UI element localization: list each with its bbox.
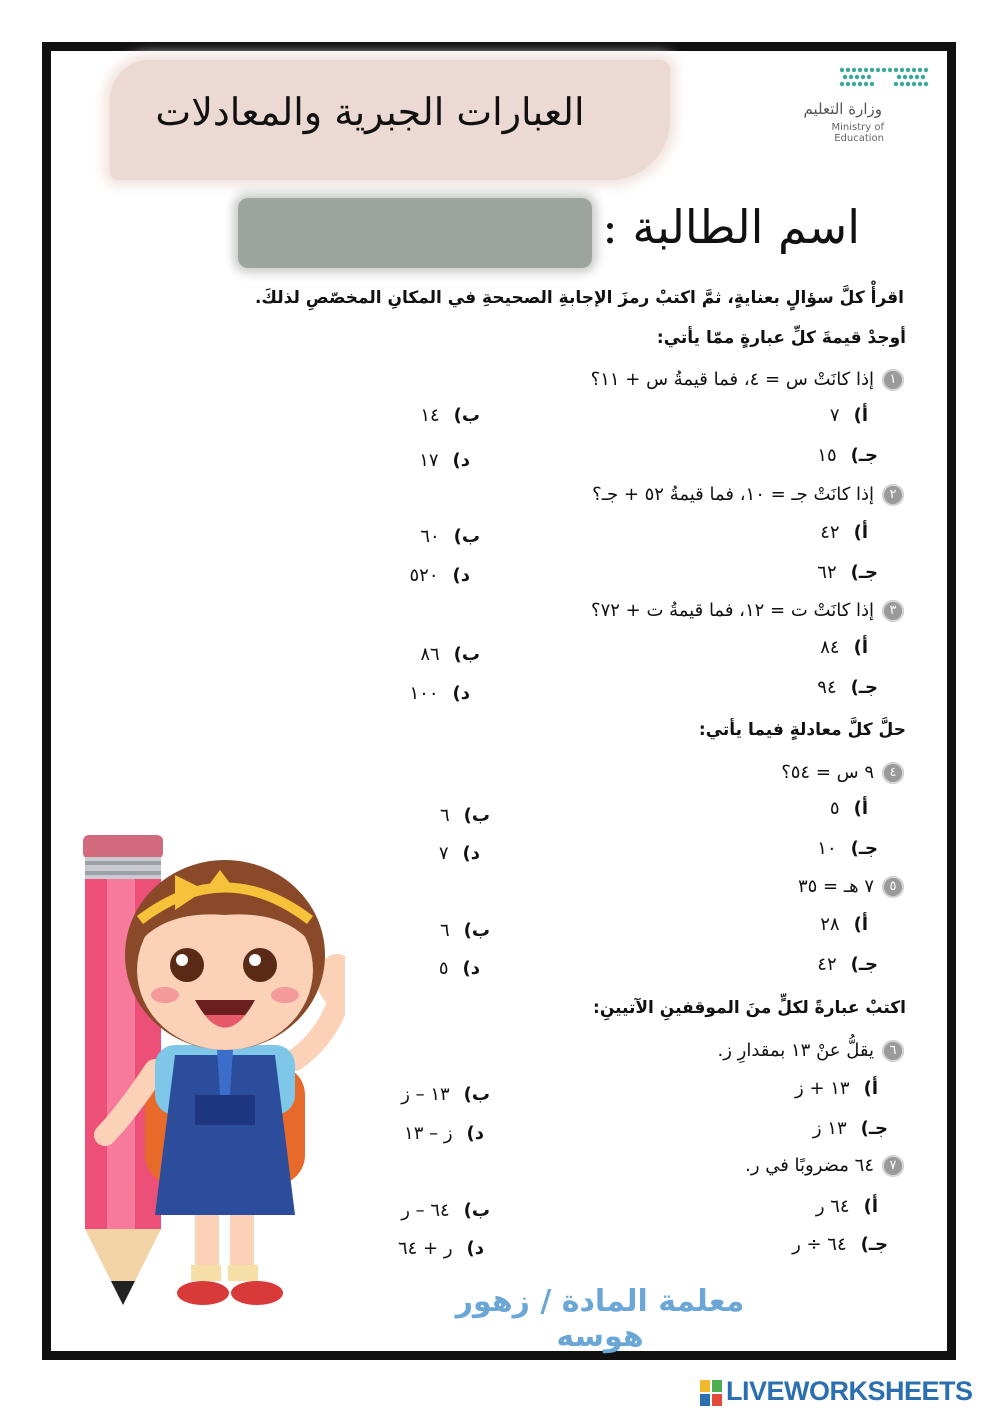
girl-with-pencil-illustration	[45, 815, 345, 1320]
option-d[interactable]: د)ز – ١٣	[404, 1123, 484, 1144]
option-a[interactable]: أ)١٣ + ز	[795, 1078, 878, 1099]
question-2	[444, 484, 904, 506]
question-6	[444, 1040, 904, 1062]
student-name-label: اسم الطالبة :	[602, 200, 860, 254]
question-text: ٧ هـ = ٣٥	[797, 876, 874, 897]
option-b[interactable]: ب)١٣ – ز	[401, 1084, 490, 1105]
question-number-badge: ٣	[882, 600, 904, 622]
option-a[interactable]: أ)٢٨	[820, 914, 868, 935]
option-d[interactable]: د)٥٢٠	[409, 565, 470, 586]
option-a[interactable]: أ)٦٤ ر	[815, 1196, 878, 1217]
worksheet-title: العبارات الجبرية والمعادلات	[155, 90, 585, 134]
option-c[interactable]: جـ)٤٢	[817, 954, 878, 975]
question-4	[444, 762, 904, 784]
option-d[interactable]: د)٥	[438, 958, 480, 979]
question-5	[444, 876, 904, 898]
question-number-badge: ٤	[882, 762, 904, 784]
option-c[interactable]: جـ)١٣ ز	[812, 1118, 888, 1139]
option-a[interactable]: أ)٥	[829, 798, 868, 819]
option-c[interactable]: جـ)٦٤ ÷ ر	[792, 1234, 888, 1255]
option-a[interactable]: أ)٧	[829, 405, 868, 426]
question-7	[444, 1155, 904, 1177]
teacher-signature: معلمة المادة / زهور هوسه	[455, 1284, 745, 1354]
option-d[interactable]: د)ر + ٦٤	[397, 1238, 484, 1259]
option-d[interactable]: د)١٠٠	[409, 683, 470, 704]
question-text: ٩ س = ٥٤؟	[781, 762, 874, 783]
student-name-field[interactable]	[238, 198, 592, 268]
option-d[interactable]: د)٧	[438, 843, 480, 864]
question-number-badge: ٧	[882, 1155, 904, 1177]
option-c[interactable]: جـ)١٥	[817, 445, 878, 466]
option-b[interactable]: ب)١٤	[420, 405, 480, 426]
liveworksheets-logo-icon	[700, 1380, 722, 1406]
question-number-badge: ٢	[882, 484, 904, 506]
option-a[interactable]: أ)٤٢	[820, 522, 868, 543]
ministry-name-arabic: وزارة التعليم	[803, 100, 882, 118]
instructions: اقرأْ كلَّ سؤالٍ بعنايةٍ، ثمَّ اكتبْ رمزَ الإجابةِ الصحيحةِ في المكانِ المخصّصِ لذلكَ.	[254, 288, 904, 308]
question-number-badge: ٦	[882, 1040, 904, 1062]
question-text: إذا كانَتْ جـ = ١٠، فما قيمةُ ٥٢ + جـ؟	[592, 484, 874, 505]
question-1	[444, 369, 904, 391]
option-c[interactable]: جـ)١٠	[817, 838, 878, 859]
question-3	[444, 600, 904, 622]
option-c[interactable]: جـ)٩٤	[817, 677, 878, 698]
question-text: ٦٤ مضروبًا في ر.	[745, 1155, 874, 1176]
question-text: يقلُّ عنْ ١٣ بمقدارِ ز.	[717, 1040, 874, 1061]
section-heading-write: اكتبْ عبارةً لكلٍّ منَ الموقفينِ الآتيينِ:	[593, 998, 906, 1018]
option-b[interactable]: ب)٦٠	[420, 526, 480, 547]
option-b[interactable]: ب)٨٦	[420, 644, 480, 665]
section-heading-evaluate: أوجدْ قيمةَ كلِّ عبارةٍ ممّا يأتي:	[656, 328, 906, 348]
ministry-logo-icon	[838, 66, 930, 90]
question-text: إذا كانَتْ ت = ١٢، فما قيمةُ ت + ٧٢؟	[591, 600, 874, 621]
option-c[interactable]: جـ)٦٢	[817, 562, 878, 583]
option-b[interactable]: ب)٦٤ – ر	[401, 1200, 490, 1221]
option-b[interactable]: ب)٦	[440, 805, 490, 826]
question-number-badge: ١	[882, 369, 904, 391]
option-b[interactable]: ب)٦	[440, 920, 490, 941]
option-d[interactable]: د)١٧	[419, 450, 470, 471]
section-heading-solve: حلَّ كلَّ معادلةٍ فيما يأتي:	[698, 720, 906, 740]
question-number-badge: ٥	[882, 876, 904, 898]
question-text: إذا كانَتْ س = ٤، فما قيمةُ س + ١١؟	[590, 369, 874, 390]
option-a[interactable]: أ)٨٤	[820, 637, 868, 658]
liveworksheets-watermark: LIVEWORKSHEETS	[726, 1376, 973, 1406]
ministry-name-english: Ministry of Education	[831, 122, 884, 144]
